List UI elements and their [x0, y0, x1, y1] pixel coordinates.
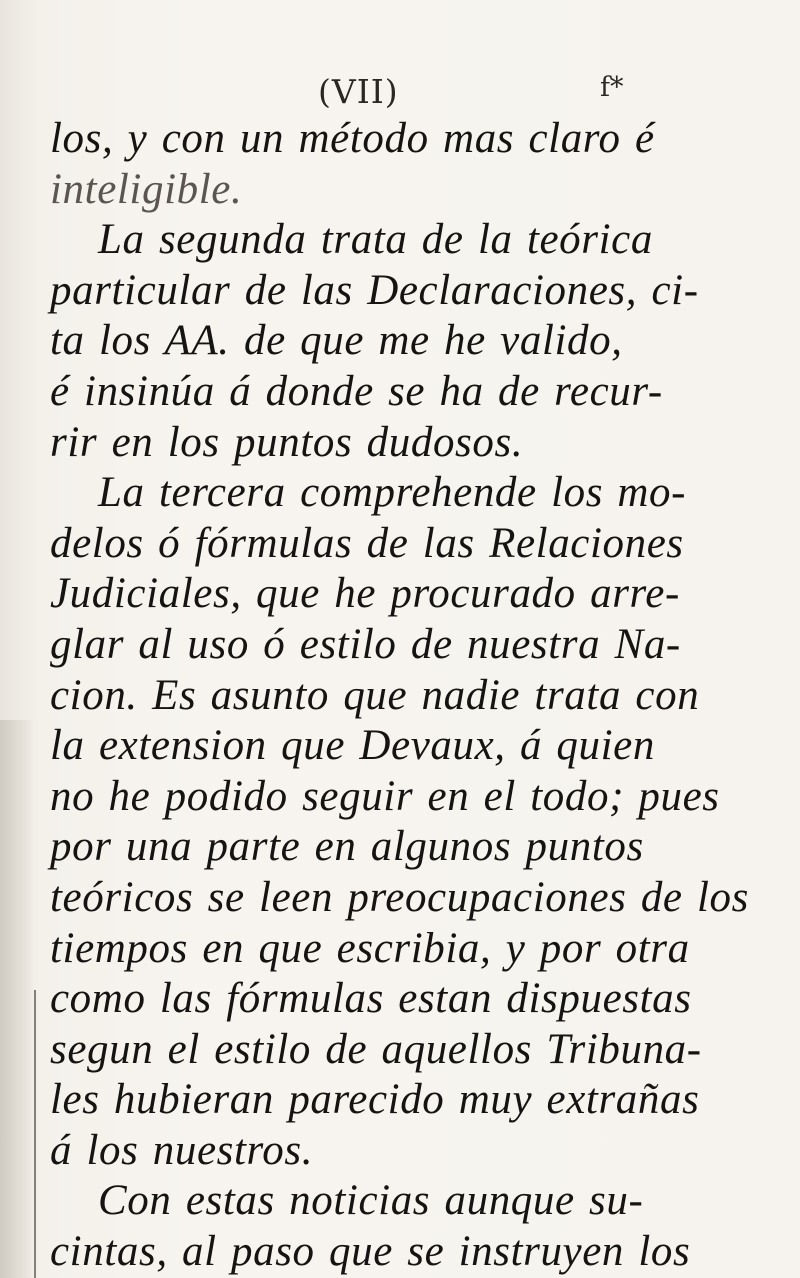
text-line: é insinúa á donde se ha de recur- — [50, 367, 663, 415]
page-header — [0, 72, 800, 120]
text-line: rir en los puntos dudosos. — [50, 418, 524, 466]
paragraph-start: La segunda trata de la teórica — [98, 216, 653, 264]
text-line: los, y con un método mas claro é — [50, 115, 655, 162]
text-line: la extension que Devaux, á quien — [50, 722, 655, 770]
text-line: no he podido seguir en el todo; pues — [50, 772, 720, 820]
text-line: tiempos en que escribia, y por otra — [50, 924, 690, 972]
text-line: teóricos se leen preocupaciones de los — [50, 873, 749, 921]
text-line: como las fórmulas estan dispuestas — [50, 975, 692, 1023]
text-line: delos ó fórmulas de las Relaciones — [50, 519, 684, 567]
paragraph-start: La tercera comprehende los mo- — [98, 469, 687, 517]
text-line: cion. Es asunto que nadie trata con — [50, 671, 700, 719]
text-line: inteligible. — [50, 165, 243, 213]
text-line: por una parte en algunos puntos — [50, 823, 644, 871]
text-line: particular de las Declaraciones, ci- — [50, 266, 699, 314]
text-line: á los nuestros. — [50, 1126, 314, 1174]
signature-mark: f* — [600, 72, 624, 103]
text-line: cintas, al paso que se instruyen los — [50, 1228, 691, 1276]
text-line: glar al uso ó estilo de nuestra Na- — [50, 620, 681, 668]
text-line: Judiciales, que he procurado arre- — [50, 570, 680, 618]
paragraph-start: Con estas noticias aunque su- — [98, 1177, 644, 1225]
text-line: les hubieran parecido muy extrañas — [50, 1076, 700, 1124]
binding-edge-line — [34, 990, 36, 1278]
body-text — [50, 114, 770, 1278]
page-number: (VII) — [318, 72, 399, 111]
text-line: ta los AA. de que me he valido, — [50, 317, 623, 365]
page-edge-shadow — [0, 720, 34, 1278]
text-line: segun el estilo de aquellos Tribuna- — [50, 1025, 702, 1073]
